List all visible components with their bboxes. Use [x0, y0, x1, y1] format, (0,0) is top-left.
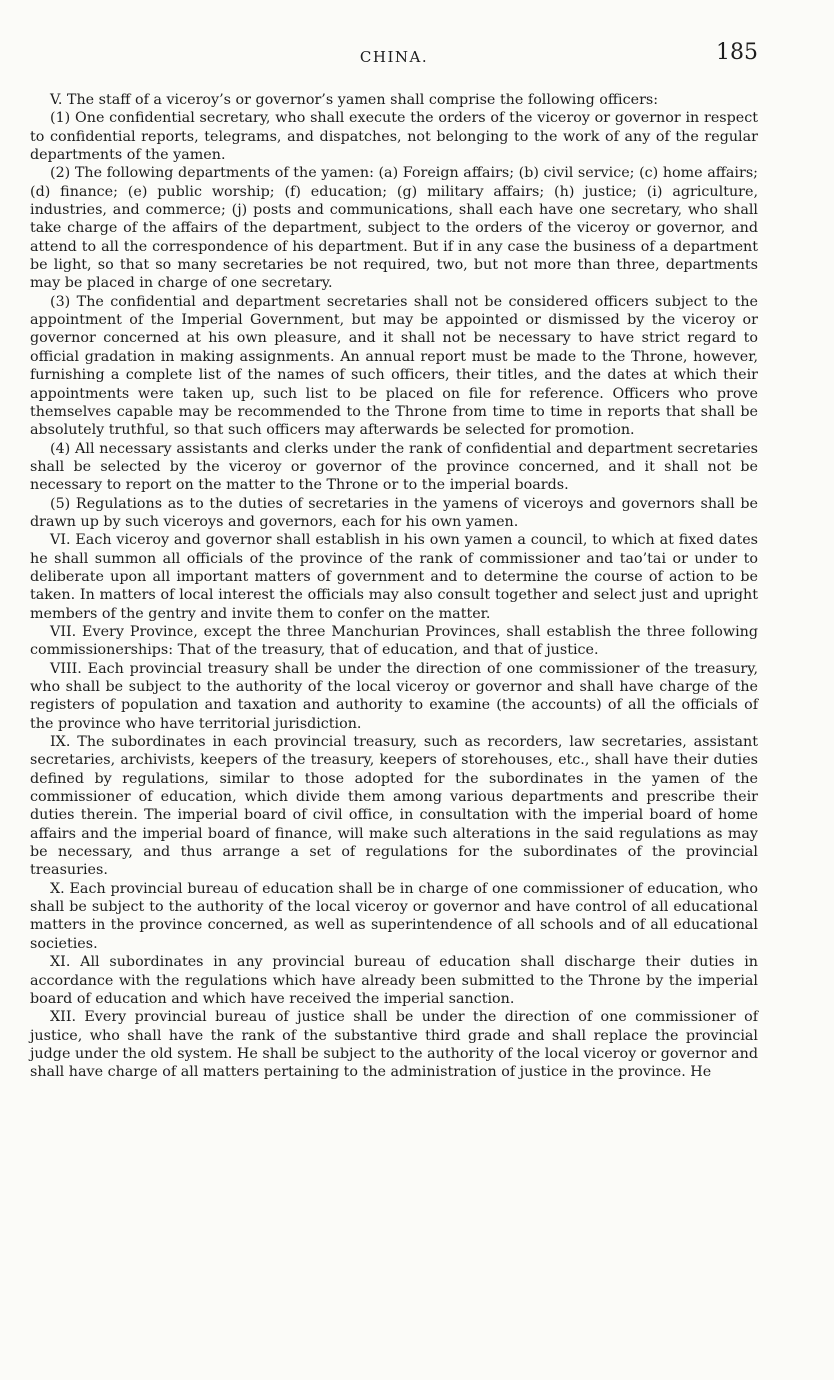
page-number: 185	[716, 40, 758, 65]
page-header	[30, 40, 758, 70]
paragraph-v-1: (1) One confidential secretary, who shall execute the orders of the viceroy or governor in respect to confidential reports, telegrams, and dispatches, not belonging to the work of any of the regular departments of the yamen.	[30, 110, 758, 164]
body-text	[30, 91, 758, 1082]
paragraph-section-vii: VII. Every Province, except the three Manchurian Provinces, shall establish the three following commissionerships: That of the treasury, that of education, and that of justice.	[30, 623, 758, 659]
paragraph-v-5: (5) Regulations as to the duties of secretaries in the yamens of viceroys and governors shall be drawn up by such viceroys and governors, each for his own yamen.	[30, 495, 758, 530]
paragraph-v-2: (2) The following departments of the yamen: (a) Foreign affairs; (b) civil service; (c) home affairs; (d) finance; (e) public worship; (f) education; (g) military affairs; (h) justice; (i) agriculture, industries, and commerce; (j) posts and communications, shall each have one secretary, who shall take charge of the affairs of the department, subject to the orders of the viceroy or governor, and attend to all the correspondence of his department. But if in any case the business of a department be light, so that so many secretaries be not required, two, but not more than three, departments may be placed in charge of one secretary.	[30, 165, 758, 292]
paragraph-section-vi: VI. Each viceroy and governor shall establish in his own yamen a council, to which at fixed dates he shall summon all officials of the province of the rank of commissioner and tao’tai or under to deliberate upon all important matters of government and to determine the course of action to be taken. In matters of local interest the officials may also consult together and select just and upright members of the gentry and invite them to confer on the matter.	[30, 532, 758, 622]
paragraph-section-viii: VIII. Each provincial treasury shall be under the direction of one commissioner of the treasury, who shall be subject to the authority of the local viceroy or governor and shall have charge of the registers of population and taxation and authority to examine (the accounts) of all the officials of the province who have territorial jurisdiction.	[30, 660, 758, 732]
paragraph-section-xii: XII. Every provincial bureau of justice shall be under the direction of one commissioner of justice, who shall have the rank of the substantive third grade and shall replace the provincial judge under the old system. He shall be subject to the authority of the local viceroy or governor and shall have charge of all matters pertaining to the administration of justice in the province. He	[30, 1009, 758, 1081]
paragraph-section-x: X. Each provincial bureau of education shall be in charge of one commissioner of education, who shall be subject to the authority of the local viceroy or governor and have control of all educational matters in the province concerned, as well as superintendence of all schools and of all educational societies.	[30, 880, 758, 952]
running-title: CHINA.	[359, 48, 429, 66]
paragraph-v-3: (3) The confidential and department secretaries shall not be considered officers subject to the appointment of the Imperial Government, but may be appointed or dismissed by the viceroy or governor concerned at his own pleasure, and it shall not be necessary to have strict regard to official gradation in making assignments. An annual report must be made to the Throne, however, furnishing a complete list of the names of such officers, their titles, and the dates at which their appointments were taken up, such list to be placed on file for reference. Officers who prove themselves capable may be recommended to the Throne from time to time in reports that shall be absolutely truthful, so that such officers may afterwards be selected for promotion.	[30, 293, 758, 439]
paragraph-section-v: V. The staff of a viceroy’s or governor’s yamen shall comprise the following officers:	[50, 92, 659, 108]
paragraph-v-4: (4) All necessary assistants and clerks under the rank of confidential and department secretaries shall be selected by the viceroy or governor of the province concerned, and it shall not be necessary to report on the matter to the Throne or to the imperial boards.	[30, 440, 758, 494]
paragraph-section-ix: IX. The subordinates in each provincial treasury, such as recorders, law secretaries, assistant secretaries, archivists, keepers of the treasury, keepers of storehouses, etc., shall have their duties defined by regulations, similar to those adopted for the subordinates in the yamen of the commissioner of education, which divide them among various departments and prescribe their duties therein. The imperial board of civil office, in consultation with the imperial board of home affairs and the imperial board of finance, will make such alterations in the said regulations as may be necessary, and thus arrange a set of regulations for the subordinates of the provincial treasuries.	[30, 734, 758, 879]
paragraph-section-xi: XI. All subordinates in any provincial bureau of education shall discharge their duties in accordance with the regulations which have already been submitted to the Throne by the imperial board of education and which have received the imperial sanction.	[30, 954, 758, 1007]
